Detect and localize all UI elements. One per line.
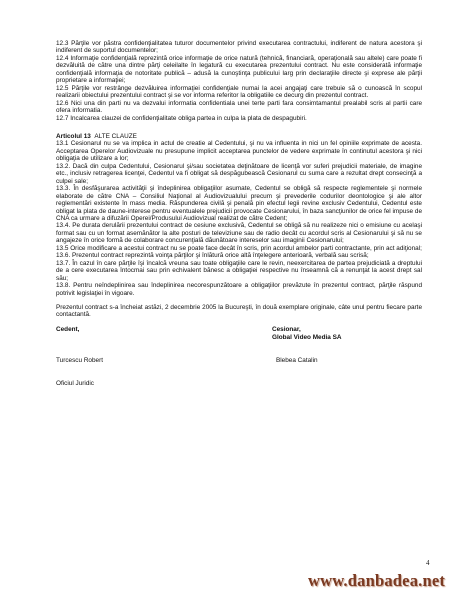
article-number: Articolul 13 bbox=[56, 132, 91, 140]
cesionar-company: Global Video Media SA bbox=[272, 333, 342, 341]
paragraph-12-5: 12.5 Părţile vor restrânge dezvăluirea informaţiei confidenţiale numai la acei angajaţi care trebuie să o cunoască în scopul realizarii obiectului prezentului contract şi se vor informa referitor la obligatiile ce decurg din prezentul contract. bbox=[56, 84, 422, 100]
cesionar-label: Cesionar, bbox=[272, 325, 301, 333]
paragraph-13-6: 13.6. Prezentul contract reprezintă voinţa părţilor şi înlătură orice altă înţelegere anterioară, verbală sau scrisă; bbox=[56, 252, 369, 260]
page-number: 4 bbox=[426, 559, 430, 567]
paragraph-13-7: 13.7. În cazul în care părţile îşi încalcă vreuna sau toate obligaţiile care le revin, neexercitarea de partea prejudiciată a dreptului de a cere executarea întocmai sau prin echivalent bănesc a obligaţiei respective nu înseamnă că a renunţat la acest drept sal său; bbox=[56, 259, 422, 282]
paragraph-13-8: 13.8. Pentru neîndeplinirea sau îndeplinirea necorespunzătoare a obligaţiilor prevăzute în prezentul contract, părţile răspund potrivit legislaţiei în vigoare. bbox=[56, 282, 422, 297]
article-13-heading bbox=[56, 133, 422, 140]
cedent-label: Cedent, bbox=[56, 325, 80, 333]
company-row bbox=[56, 334, 422, 342]
footer-watermark-site: www.danbadea.net bbox=[308, 571, 446, 590]
contract-page-body bbox=[56, 40, 422, 387]
signatory-names-row bbox=[56, 357, 422, 365]
paragraph-13-3: 13.3. În desfăşurarea activităţii şi îndeplinirea obligaţiilor asumate, Cedentul se obligă să respecte reglementele şi normele elaborate de către CNA – Consiliul Naţional al Audiovizualului precum şi prevederile codurilor deontologice şi ale altor reglementări existente în mass media. Răspunderea civilă şi penală pin efectul legii revine exclusiv Cedentului, Cedentul este obligat la plata de daune-interese pentru eventualele prejudicii provocate Cesionarului, în baza sancţiunilor de orice fel impuse de CNA ca urmare a difuzării Operei/Produsului Audiovizual realizat de către Cedent; bbox=[56, 185, 422, 222]
legal-office: Oficiul Juridic bbox=[56, 379, 94, 387]
paragraph-12-6: 12.6 Nici una din parti nu va dezvalui informatia confidentiala unei terte parti fara consimtamantul prealabil scris al partii care ofera informatia. bbox=[56, 99, 422, 115]
paragraph-13-4: 13.4. Pe durata derulării prezentului contract de cesiune exclusivă, Cedentul se obligă să nu realizeze nici o emisiune cu acelaşi format sau cu un format asemănător la alte posturi de televiziune sau de radio decât cu acordul scris al Cesionarului şi să nu se angajeze în orice formă de colaborare concurenţială dăunătoare intereselor sau imaginii Cesionarului; bbox=[56, 222, 422, 245]
cedent-name: Turcescu Robert bbox=[56, 356, 103, 364]
paragraph-12-4: 12.4 Informaţie confidenţială reprezintă orice informaţie de orice natură (tehnică, financiară, operaţională sau altele) care poate fi dezvăluită de către una dintre părţi celeilalte în legatură cu executarea prezentului contract. Nu este considerată informaţie confidenţială informaţia de notoritate publică – adusă la cunoştinţa publicului larg prin declaraţiile directe şi exprese ale părţii proprietare a informaţiei; bbox=[56, 54, 422, 85]
paragraph-13-5: 13.5 Orice modificare a acestui contract nu se poate face decât în scris, prin acordul ambelor parti contractante, prin act adiţional; bbox=[56, 244, 422, 252]
cesionar-name: Blebea Catalin bbox=[276, 356, 318, 364]
paragraph-12-7: 12.7 Incalcarea clauzei de confidenţialitate obliga partea in culpa la plata de despagubiri. bbox=[56, 114, 307, 122]
article-title: ALTE CLAUZE bbox=[94, 132, 137, 140]
paragraph-13-2: 13.2. Dacă din culpa Cedentului, Cesionarul şi/sau societatea deţinătoare de licenţă vor suferi prejudicii materiale, de imagine etc., inclusiv retragerea licenţei, Cedentul va fi obligat să despăgubească Cesionarul cu suma care a rezultat drept consecinţă a culpei sale; bbox=[56, 162, 422, 185]
paragraph-13-1: 13.1 Cesionarul nu se va implica in actul de creatie al Cedentului, şi nu va influenta in nici un fel opiniile exprimate de acesta. Acceptarea Operelor Audiovizuale nu presupune implicit acceptarea punctelor de vedere exprimate în continutul acestora şi nici obligaţia de utilizare a lor; bbox=[56, 140, 422, 163]
signature-labels-row bbox=[56, 326, 422, 334]
closing-statement: Prezentul contract s-a încheiat astăzi, 2 decembrie 2005 la Bucureşti, în două exemplare originale, câte unul pentru fiecare parte contactantă. bbox=[56, 303, 422, 319]
paragraph-12-3: 12.3 Părţile vor păstra confidenţialitatea tuturor documentelor privind executarea contractului, indiferent de natura acestora şi indiferent de suportul documentelor; bbox=[56, 40, 422, 55]
